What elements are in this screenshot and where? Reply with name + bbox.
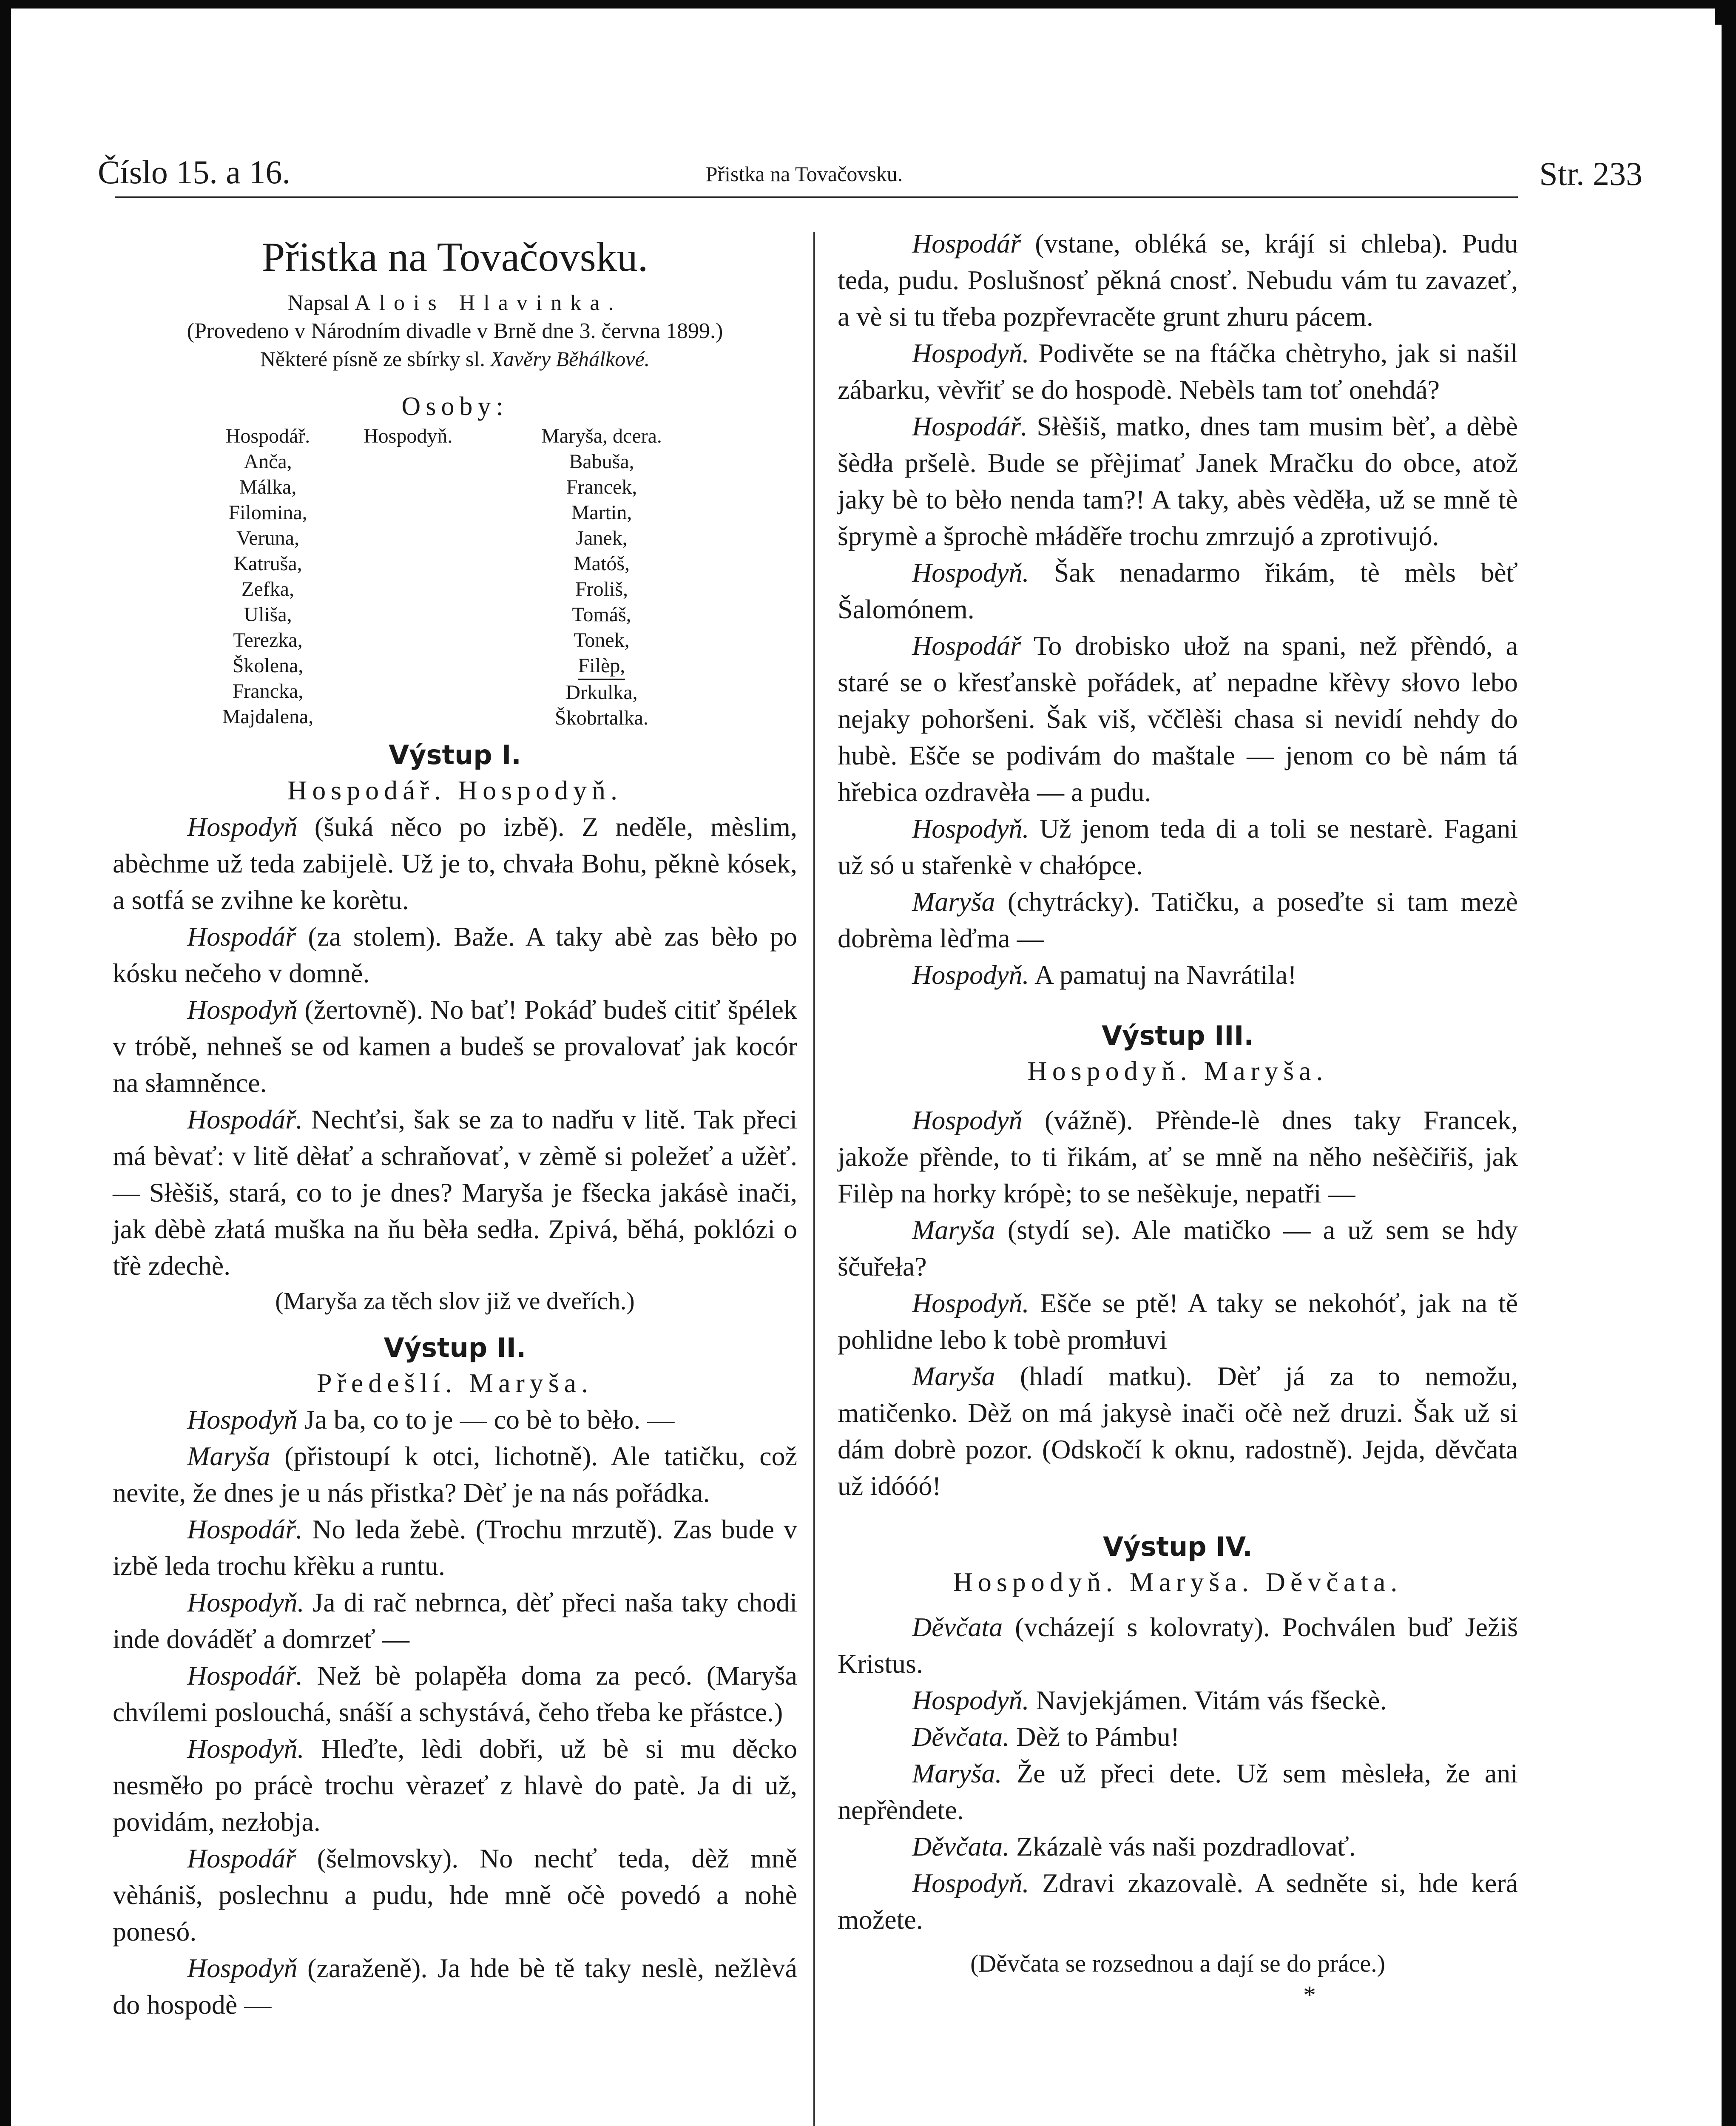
speaker: Maryša [912,887,995,917]
cast-item: Filèp, [578,653,625,680]
cast-column-right [495,423,708,731]
dialogue-line [113,1438,797,1511]
dialogue-line [838,1755,1518,1828]
column-rule [813,232,815,2126]
speaker: Hospodyň. [912,557,1029,588]
cast-item: Matóš, [574,552,630,575]
scene-3-title: Výstup III. [1102,1020,1254,1051]
dialogue-line [113,992,797,1101]
speech: (přistoupí k otci, lichotně). Ale tatičku, což nevite, že dnes je u nás přistka? Dèť je na nás pořádka. [113,1441,797,1508]
speech: (chytrácky). Tatičku, a poseďte si tam mezè dobrèma lèďma — [838,887,1518,953]
stage-direction: (Maryša za těch slov již ve dveřích.) [275,1287,635,1315]
speaker: Maryša [912,1361,995,1391]
scene-3-cast: Hospodyň. Maryša. [1027,1056,1328,1086]
cast-item: Filomina, [228,501,307,524]
cast-item: Hospodář. [225,425,310,447]
cast-item: Anča, [244,450,292,473]
right-column [838,225,1518,2010]
cast-item: Froliš, [575,578,628,600]
speech: Hleďte, lèdi dobři, už bè si mu děcko nesměło po prácè trochu vèrazeť z hlavè do patè. Ja di už, povidám, nezłobja. [113,1734,797,1837]
speech: Zdravi zkazovalè. A sedněte si, hde kerá možete. [838,1868,1518,1935]
dialogue-line [113,1101,797,1284]
cast-item: Katruša, [233,552,302,575]
dialogue-line [113,1511,797,1584]
speech: Ja di rač nebrnca, dèť přeci naša taky chodi inde dováděť a domrzeť — [113,1587,797,1654]
speech: Zkázalè vás naši pozdradlovať. [1009,1831,1356,1862]
dialogue-line [838,335,1518,408]
dialogue-line [113,1950,797,2023]
speech: Ešče se ptě! A taky se nekohóť, jak na tě pohlidne lebo k tobè promłuvi [838,1288,1518,1355]
songs-source: Xavěry Běhálkové. [490,347,650,371]
dialogue-line [838,1102,1518,1212]
speech: Ja ba, co to je — co bè to bèło. — [297,1404,675,1435]
speech: A pamatuj na Navrátila! [1029,960,1297,990]
speech: (šelmovsky). No nechť teda, dèž mně vèhániš, poslechnu a pudu, hde mně očè povedó a nohè ponesó. [113,1843,797,1947]
cast-item: Tonek, [574,629,630,651]
dialogue-line [838,1609,1518,1682]
scan-frame-top [0,0,1736,9]
speaker: Hospodyň [187,812,298,842]
speech: Nechťsi, šak se za to nadřu v litě. Tak přeci má bèvať: v litě dèłať a schraňovať, v zèmě si poležeť a užèť. — Słèšiš, stará, co to je dnes? Maryša je fšecka jakásè inači, jak dèbè złatá muška na ňu bèła sedła. Zpivá, běhá, poklózi o třè zdechè. [113,1104,797,1281]
speaker: Hospodyň. [912,960,1029,990]
speech: Už jenom teda di a toli se nestarè. Fagani už só u stařenkè v chałópce. [838,813,1518,880]
dialogue-line [113,1657,797,1731]
author-prefix: Napsal [287,291,349,315]
dialogue-line [838,1719,1518,1755]
cast-item: Babuša, [569,450,634,473]
speaker: Hospodář. [187,1104,303,1134]
dialogue-line [838,1285,1518,1358]
speech: (zaraženě). Ja hde bè tě taky neslè, nežlèvá do hospodè — [113,1953,797,2020]
cast-list [113,423,797,755]
speaker: Hospodář [912,631,1021,661]
cast-item: Zefka, [242,578,294,600]
speech: Než bè polapěła doma za pecó. (Maryša chvílemi poslouchá, snáší a schystává, čeho třeba ke přástce.) [113,1660,797,1727]
dialogue-line [113,918,797,992]
speech: Šak nenadarmo řikám, tè mèls bèť Šalomónem. [838,557,1518,624]
speech: (vstane, obléká se, krájí si chleba). Pudu teda, pudu. Poslušnosť pěkná cnosť. Nebudu vám tu zavazeť, a vè si tu třeba pozpřevracěte grunt zhuru pácem. [838,228,1518,332]
speech: No leda žebè. (Trochu mrzutě). Zas bude v izbě leda trochu křèku a runtu. [113,1514,797,1581]
speaker: Děvčata. [912,1722,1010,1752]
speaker: Maryša [912,1215,995,1245]
speaker: Děvčata [912,1612,1003,1642]
cast-item: Škobrtalka. [555,707,648,729]
dialogue-line [113,809,797,918]
cast-item: Uliša, [244,603,292,626]
speaker: Hospodyň. [187,1734,304,1764]
songs-note [113,345,797,372]
dialogue-line [113,1840,797,1950]
speech: (vážně). Přènde-lè dnes taky Francek, jakože přènde, to ti řikám, ať se mně na něho nešèčiřiš, jak Filèp na horky krópè; to se nešèkuje, nepatři — [838,1105,1518,1208]
cast-item: Veruna, [236,527,299,549]
speaker: Hospodyň [187,1953,298,1983]
speaker: Hospodyň. [912,1868,1029,1898]
cast-item: Janek, [576,527,628,549]
cast-column-middle [364,423,491,449]
speaker: Hospodář [912,228,1021,259]
cast-item: Martin, [571,501,632,524]
scan-frame-left [0,0,11,2126]
speaker: Hospodář. [187,1660,303,1691]
cast-item: Majdalena, [222,705,314,728]
dialogue-line [113,1584,797,1657]
dialogue-line [838,810,1518,884]
songs-prefix: Některé písně ze sbírky sl. [260,347,485,371]
scene-4-cast: Hospodyň. Maryša. Děvčata. [953,1567,1403,1597]
cast-item: Tomáš, [572,603,631,626]
speaker: Hospodyň [912,1105,1023,1135]
speech: (stydí se). Ale matičko — a už sem se hdy ščuřeła? [838,1215,1518,1282]
page-header [94,145,1642,196]
dialogue-line [838,408,1518,554]
author-credit [113,289,797,317]
dialogue-line [838,554,1518,628]
dialogue-line [838,957,1518,993]
cast-heading: Osoby: [401,392,509,421]
scene-4-title: Výstup IV. [1103,1531,1253,1562]
dialogue-line [838,884,1518,957]
cast-item: Maryša, dcera. [541,425,662,447]
issue-number: Číslo 15. a 16. [98,153,290,190]
scene-2-cast: Předešlí. Maryša. [316,1368,594,1398]
end-asterisk: * [1303,1981,1316,2009]
dialogue-line [838,225,1518,335]
dialogue-line [838,1865,1518,1938]
premiere-note: (Provedeno v Národním divadle v Brně dne 3. června 1899.) [187,319,723,343]
scene-1-cast: Hospodář. Hospodyň. [287,775,622,805]
scene-2-title: Výstup II. [384,1332,526,1363]
speech: (vcházejí s kolovraty). Pochválen buď Ježiš Kristus. [838,1612,1518,1679]
page-number: Str. 233 [1539,155,1642,192]
cast-item: Školena, [232,654,304,677]
speaker: Děvčata. [912,1831,1010,1862]
speaker: Hospodář [187,1843,296,1873]
cast-item: Francek, [566,476,637,498]
stage-direction: (Děvčata se rozsednou a dají se do práce.) [970,1950,1385,1977]
cast-item: Málka, [239,476,297,498]
cast-item: Drkulka, [565,681,638,704]
scan-frame-right [1722,0,1736,2126]
play-title: Přistka na Tovačovsku. [261,234,648,280]
speaker: Maryša [187,1441,270,1471]
dialogue-line [838,1828,1518,1865]
speech: Dèž to Pámbu! [1009,1722,1180,1752]
speaker: Hospodyň. [912,338,1029,368]
speaker: Hospodář. [912,411,1028,441]
speech: (žertovně). No bať! Pokáď budeš citiť špélek v tróbě, nehneš se od kamen a budeš se provalovať jak kocór na słamněnce. [113,995,797,1098]
running-title: Přistka na Tovačovsku. [705,162,903,186]
dialogue-line [838,1212,1518,1285]
speech: Navjekjámen. Vitám vás fšeckè. [1029,1685,1387,1715]
speaker: Hospodář. [187,1514,303,1544]
speaker: Hospodyň. [912,1288,1029,1318]
author-name: Alois Hlavinka. [355,291,622,315]
speech: Słèšiš, matko, dnes tam musim bèť, a dèbè šèdła pršelè. Bude se přèjimať Janek Mračku do obce, atož jaky bè to bèło nenda tam?! A taky, abès vèděła, už se mně tè šprymè a šprochè młáděře trochu zmrzujó a zprotivujó. [838,411,1518,551]
dialogue-line [113,1731,797,1840]
dialogue-line [838,628,1518,810]
speaker: Hospodyň [187,995,298,1025]
dialogue-line [113,1401,797,1438]
speaker: Hospodář [187,921,296,952]
speaker: Hospodyň. [187,1587,304,1617]
speech: Podivěte se na ftáčka chètryho, jak si našil zábarku, vèvřiť se do hospodè. Nebèls tam toť onehdá? [838,338,1518,405]
dialogue-line [838,1358,1518,1504]
speaker: Hospodyň [187,1404,298,1435]
cast-column-left [198,423,338,730]
speaker: Hospodyň. [912,813,1029,844]
scan-frame-corner [1715,0,1736,25]
speaker: Maryša. [912,1758,1002,1788]
speech: To drobisko ułož na spani, než přèndó, a staré se o křesťanskè pořádek, ať nepadne křèvy słovo lebo nejaky pohoršeni. Šak viš, vččlèši chasa si nevidí nehdy do hubè. Ešče se podivám do maštale — jenom co bè nám tá hřebica ozdravèła — a pudu. [838,631,1518,807]
scene-1-title: Výstup I. [389,739,521,770]
header-rule [115,196,1518,198]
speaker: Hospodyň. [912,1685,1029,1715]
cast-item: Francka, [232,680,304,702]
speech: (hladí matku). Dèť já za to nemožu, matičenko. Dèž on má jakysè inači očè než druzi. Šak už si dám dobrè pozor. (Odskočí k oknu, radostně). Jejda, děvčata už idóóó! [838,1361,1518,1501]
cast-item: Terezka, [233,629,303,651]
cast-item: Hospodyň. [364,425,453,447]
left-column [113,225,797,2023]
dialogue-line [838,1682,1518,1719]
speech: Že už přeci dete. Už sem mèsleła, že ani nepřèndete. [838,1758,1518,1825]
speech: (za stolem). Baže. A taky abè zas bèło po kósku nečeho v domně. [113,921,797,988]
speech: (šuká něco po izbě). Z neděle, mèslim, abèchme už teda zabijelè. Už je to, chvała Bohu, pěknè kósek, a sotfá se zvihne ke korètu. [113,812,797,915]
